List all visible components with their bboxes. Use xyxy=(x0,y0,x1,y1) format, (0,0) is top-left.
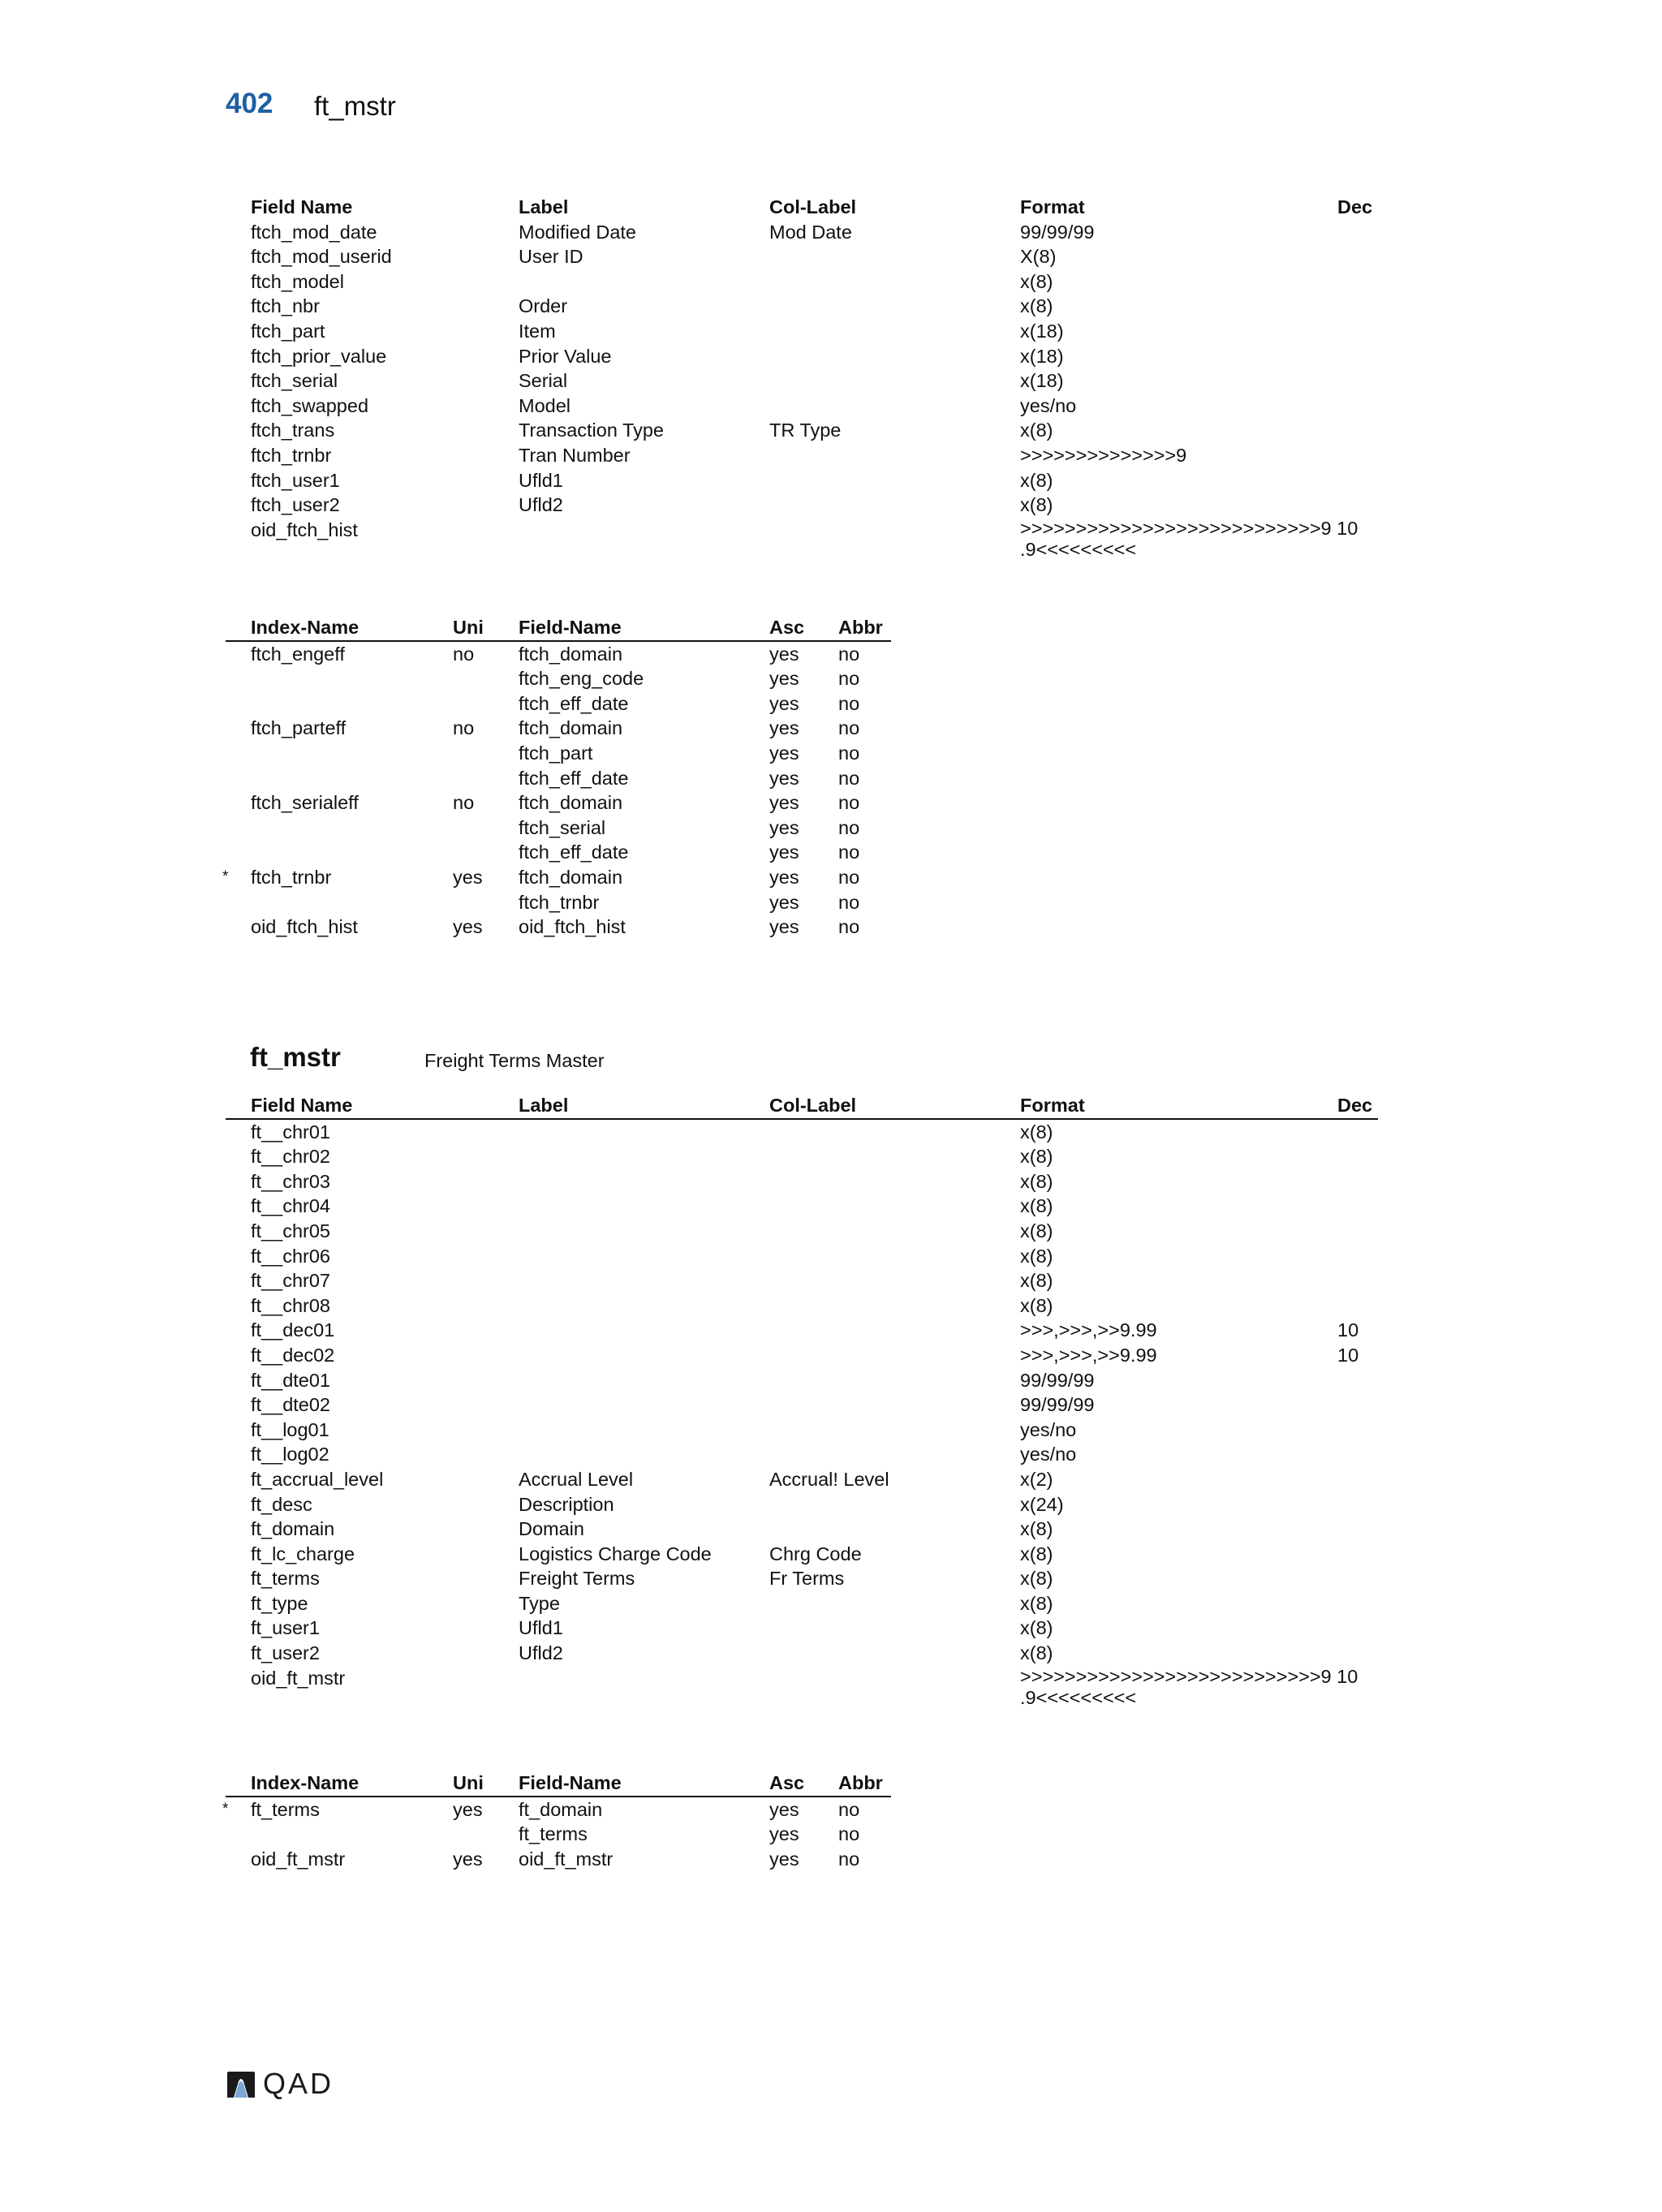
field-name: ft_domain xyxy=(251,1518,335,1540)
field-name: ft__chr03 xyxy=(251,1170,330,1192)
field-table-body xyxy=(226,220,1378,518)
index-abbr: no xyxy=(838,1848,860,1870)
field-format: 99/99/99 xyxy=(1020,1369,1095,1391)
index-field-name: ftch_domain xyxy=(519,643,623,665)
header-dec: Dec xyxy=(1337,1095,1373,1116)
index-asc: yes xyxy=(769,792,799,814)
index-unique: yes xyxy=(453,1798,483,1820)
field-format: x(18) xyxy=(1020,345,1064,367)
header-label: Label xyxy=(519,196,569,217)
qad-logo-text: QAD xyxy=(263,2067,334,2100)
table-row xyxy=(226,269,1378,295)
table-row xyxy=(226,443,1378,468)
section-title: ft_mstr xyxy=(250,1042,341,1072)
field-label: Transaction Type xyxy=(519,420,664,441)
table-row xyxy=(226,691,891,717)
field-table-header xyxy=(226,1093,1378,1120)
field-col-label: Accrual! Level xyxy=(769,1468,889,1490)
field-name: ftch_model xyxy=(251,270,344,292)
page-title: ft_mstr xyxy=(314,91,396,121)
index-asc: yes xyxy=(769,1848,799,1870)
table-row xyxy=(226,1293,1378,1319)
index-abbr: no xyxy=(838,816,860,838)
format-line-2: .9<<<<<<<<< xyxy=(1020,538,1137,560)
field-label: Order xyxy=(519,295,568,317)
field-format: X(8) xyxy=(1020,246,1057,268)
index-abbr: no xyxy=(838,916,860,938)
field-name: ftch_prior_value xyxy=(251,345,387,367)
field-label: Ufld2 xyxy=(519,1642,563,1664)
field-format xyxy=(1020,1666,1358,1708)
field-name: ft__chr04 xyxy=(251,1195,330,1217)
table-row xyxy=(226,1847,891,1872)
field-col-label: Chrg Code xyxy=(769,1543,862,1564)
index-table-body xyxy=(222,1797,891,1872)
index-abbr: no xyxy=(838,668,860,690)
field-name: ftch_trnbr xyxy=(251,444,332,466)
field-format: x(8) xyxy=(1020,1195,1053,1217)
format-line-1: >>>>>>>>>>>>>>>>>>>>>>>>>>>9 10 xyxy=(1020,517,1358,539)
index-field-name: oid_ftch_hist xyxy=(519,916,626,938)
table-row xyxy=(226,840,891,865)
field-format: >>>>>>>>>>>>>>9 xyxy=(1020,444,1187,466)
table-row xyxy=(226,1542,1378,1567)
field-format: x(8) xyxy=(1020,1642,1053,1664)
field-label: Description xyxy=(519,1493,614,1515)
index-asc: yes xyxy=(769,717,799,739)
table-row xyxy=(226,1219,1378,1244)
header-col-label: Col-Label xyxy=(769,196,857,217)
field-format: x(18) xyxy=(1020,320,1064,342)
index-asc: yes xyxy=(769,866,799,888)
index-abbr: no xyxy=(838,643,860,665)
index-field-name: ftch_part xyxy=(519,742,593,764)
index-asc: yes xyxy=(769,1798,799,1820)
table-row xyxy=(226,1318,1378,1343)
field-format: x(24) xyxy=(1020,1493,1064,1515)
field-name: ft__chr01 xyxy=(251,1121,330,1143)
field-label: Prior Value xyxy=(519,345,612,367)
field-format: x(8) xyxy=(1020,1543,1053,1564)
table-row xyxy=(226,220,1378,245)
index-asc: yes xyxy=(769,1823,799,1845)
field-name: ftch_user2 xyxy=(251,494,340,516)
field-format: yes/no xyxy=(1020,1418,1077,1440)
format-line-1: >>>>>>>>>>>>>>>>>>>>>>>>>>>9 10 xyxy=(1020,1665,1358,1687)
header-abbr: Abbr xyxy=(838,1772,883,1793)
table-row xyxy=(226,790,891,816)
field-name: ft_user1 xyxy=(251,1617,320,1639)
field-label: Model xyxy=(519,394,571,416)
field-format: >>>,>>>,>>9.99 xyxy=(1020,1344,1157,1366)
index-table-ft-mstr xyxy=(222,1771,891,1871)
field-name: ft__chr06 xyxy=(251,1245,330,1267)
table-row xyxy=(226,1144,1378,1169)
index-name: ftch_trnbr xyxy=(251,866,332,888)
table-row xyxy=(226,294,1378,319)
header-uni: Uni xyxy=(453,617,484,638)
index-table-ftch xyxy=(222,615,891,940)
header-dec: Dec xyxy=(1337,196,1373,217)
index-field-name: ftch_eff_date xyxy=(519,767,629,789)
index-unique: no xyxy=(453,717,475,739)
section-subtitle: Freight Terms Master xyxy=(424,1050,605,1071)
qad-logo-mark-icon xyxy=(226,2070,256,2099)
field-name: ft_accrual_level xyxy=(251,1468,384,1490)
table-row xyxy=(226,816,891,841)
index-field-name: ft_terms xyxy=(519,1823,588,1845)
index-unique: yes xyxy=(453,866,483,888)
field-label: Logistics Charge Code xyxy=(519,1543,712,1564)
field-col-label: TR Type xyxy=(769,420,842,441)
field-format: x(8) xyxy=(1020,1592,1053,1614)
index-abbr: no xyxy=(838,1798,860,1820)
field-label: Ufld1 xyxy=(519,469,563,491)
field-name: oid_ft_mstr xyxy=(251,1667,346,1689)
index-field-name: ftch_domain xyxy=(519,792,623,814)
index-asc: yes xyxy=(769,916,799,938)
index-field-name: ftch_serial xyxy=(519,816,606,838)
page-number: 402 xyxy=(226,88,273,119)
field-format: x(8) xyxy=(1020,1146,1053,1168)
field-label: Item xyxy=(519,320,556,342)
header-col-label: Col-Label xyxy=(769,1095,857,1116)
field-format: x(8) xyxy=(1020,469,1053,491)
index-asc: yes xyxy=(769,816,799,838)
field-name: ft__chr08 xyxy=(251,1294,330,1316)
index-abbr: no xyxy=(838,767,860,789)
field-label: Freight Terms xyxy=(519,1568,635,1590)
table-row xyxy=(226,914,891,940)
field-name: ft__log02 xyxy=(251,1444,329,1465)
field-format: x(8) xyxy=(1020,494,1053,516)
field-name: ft__dte01 xyxy=(251,1369,331,1391)
field-name: ft__dte02 xyxy=(251,1394,331,1416)
field-format: yes/no xyxy=(1020,1444,1077,1465)
table-row xyxy=(226,766,891,791)
field-name: ft_desc xyxy=(251,1493,312,1515)
field-name: ftch_trans xyxy=(251,420,335,441)
table-row xyxy=(226,1418,1378,1443)
index-unique: no xyxy=(453,792,475,814)
field-format: x(8) xyxy=(1020,420,1053,441)
qad-logo xyxy=(226,2067,334,2100)
field-name: ft_terms xyxy=(251,1568,320,1590)
index-table-body xyxy=(222,642,891,940)
index-asc: yes xyxy=(769,692,799,714)
primary-index-marker: * xyxy=(222,867,229,885)
field-format: x(2) xyxy=(1020,1468,1053,1490)
table-row xyxy=(226,1169,1378,1194)
field-format: x(8) xyxy=(1020,1568,1053,1590)
field-table-ftch xyxy=(226,195,1378,562)
table-row xyxy=(226,1392,1378,1418)
field-label: Modified Date xyxy=(519,221,636,243)
table-row xyxy=(226,1591,1378,1616)
table-row xyxy=(226,1641,1378,1666)
index-asc: yes xyxy=(769,841,799,863)
field-name: ft__chr05 xyxy=(251,1220,330,1242)
table-row xyxy=(226,741,891,766)
table-row xyxy=(226,890,891,915)
format-line-2: .9<<<<<<<<< xyxy=(1020,1686,1137,1708)
field-col-label: Mod Date xyxy=(769,221,852,243)
table-row xyxy=(226,1517,1378,1542)
index-abbr: no xyxy=(838,792,860,814)
field-name: ftch_part xyxy=(251,320,325,342)
field-format: 99/99/99 xyxy=(1020,221,1095,243)
field-name: ftch_swapped xyxy=(251,394,369,416)
header-field-name: Field-Name xyxy=(519,617,622,638)
index-name: ftch_parteff xyxy=(251,717,347,739)
index-field-name: ftch_trnbr xyxy=(519,891,600,913)
field-name: ftch_mod_userid xyxy=(251,246,392,268)
index-asc: yes xyxy=(769,891,799,913)
field-format: x(8) xyxy=(1020,270,1053,292)
index-name: oid_ft_mstr xyxy=(251,1848,346,1870)
field-name: oid_ftch_hist xyxy=(251,519,358,540)
index-asc: yes xyxy=(769,767,799,789)
index-abbr: no xyxy=(838,742,860,764)
index-name: oid_ftch_hist xyxy=(251,916,358,938)
field-name: ft__chr07 xyxy=(251,1270,330,1292)
index-field-name: ft_domain xyxy=(519,1798,603,1820)
field-label: Accrual Level xyxy=(519,1468,634,1490)
field-name: ft__dec02 xyxy=(251,1344,335,1366)
header-label: Label xyxy=(519,1095,569,1116)
table-row xyxy=(226,1467,1378,1492)
index-abbr: no xyxy=(838,841,860,863)
field-name: ftch_mod_date xyxy=(251,221,377,243)
field-format: 99/99/99 xyxy=(1020,1394,1095,1416)
table-row xyxy=(226,1368,1378,1393)
table-row xyxy=(226,244,1378,269)
index-abbr: no xyxy=(838,717,860,739)
index-asc: yes xyxy=(769,668,799,690)
field-label: Ufld1 xyxy=(519,1617,563,1639)
index-field-name: ftch_domain xyxy=(519,866,623,888)
field-table-body xyxy=(226,1120,1378,1666)
field-name: ft__dec01 xyxy=(251,1319,335,1341)
field-format: x(8) xyxy=(1020,1518,1053,1540)
header-format: Format xyxy=(1020,1095,1085,1116)
field-table-ft-mstr xyxy=(226,1093,1378,1711)
table-row xyxy=(226,716,891,741)
field-dec: 10 xyxy=(1337,1319,1359,1341)
header-field-name: Field Name xyxy=(251,1095,353,1116)
index-field-name: ftch_eff_date xyxy=(519,692,629,714)
header-uni: Uni xyxy=(453,1772,484,1793)
field-name: ftch_user1 xyxy=(251,469,340,491)
table-row xyxy=(226,1566,1378,1591)
table-row xyxy=(226,1442,1378,1467)
field-name: ft_lc_charge xyxy=(251,1543,355,1564)
index-name: ftch_engeff xyxy=(251,643,345,665)
table-row xyxy=(226,1120,1378,1145)
table-row xyxy=(222,1797,891,1823)
field-table-header xyxy=(226,195,1378,220)
index-name: ftch_serialeff xyxy=(251,792,359,814)
field-name: ftch_nbr xyxy=(251,295,320,317)
header-field-name: Field-Name xyxy=(519,1772,622,1793)
field-name: ft_type xyxy=(251,1592,308,1614)
field-format: x(8) xyxy=(1020,1220,1053,1242)
table-row xyxy=(226,1244,1378,1269)
table-row xyxy=(226,1616,1378,1641)
field-label: Ufld2 xyxy=(519,494,563,516)
header-index-name: Index-Name xyxy=(251,617,360,638)
field-format: x(18) xyxy=(1020,370,1064,392)
field-format: x(8) xyxy=(1020,1294,1053,1316)
field-col-label: Fr Terms xyxy=(769,1568,845,1590)
index-abbr: no xyxy=(838,692,860,714)
table-row xyxy=(226,319,1378,344)
index-unique: yes xyxy=(453,916,483,938)
header-asc: Asc xyxy=(769,617,805,638)
field-label: Tran Number xyxy=(519,444,631,466)
field-format xyxy=(1020,518,1358,560)
field-format: x(8) xyxy=(1020,1617,1053,1639)
primary-index-marker: * xyxy=(222,1800,229,1818)
index-asc: yes xyxy=(769,742,799,764)
field-name: ft__log01 xyxy=(251,1418,329,1440)
table-row xyxy=(226,368,1378,394)
field-format: x(8) xyxy=(1020,1121,1053,1143)
table-row xyxy=(226,1492,1378,1517)
table-row xyxy=(226,468,1378,493)
index-table-header xyxy=(226,615,891,642)
index-table-header xyxy=(226,1771,891,1797)
field-format: x(8) xyxy=(1020,295,1053,317)
table-row-oid xyxy=(226,1666,1378,1711)
index-unique: yes xyxy=(453,1848,483,1870)
index-field-name: ftch_eff_date xyxy=(519,841,629,863)
field-label: Type xyxy=(519,1592,560,1614)
table-row xyxy=(222,865,891,890)
table-row xyxy=(226,642,891,667)
header-index-name: Index-Name xyxy=(251,1772,360,1793)
header-field-name: Field Name xyxy=(251,196,353,217)
field-label: Domain xyxy=(519,1518,584,1540)
index-abbr: no xyxy=(838,866,860,888)
field-name: ftch_serial xyxy=(251,370,338,392)
header-abbr: Abbr xyxy=(838,617,883,638)
field-format: x(8) xyxy=(1020,1170,1053,1192)
field-format: x(8) xyxy=(1020,1245,1053,1267)
field-format: >>>,>>>,>>9.99 xyxy=(1020,1319,1157,1341)
field-format: yes/no xyxy=(1020,394,1077,416)
index-name: ft_terms xyxy=(251,1798,320,1820)
table-row xyxy=(226,1343,1378,1368)
table-row xyxy=(226,344,1378,369)
table-row xyxy=(226,394,1378,419)
index-field-name: oid_ft_mstr xyxy=(519,1848,614,1870)
field-label: User ID xyxy=(519,246,583,268)
header-asc: Asc xyxy=(769,1772,805,1793)
table-row xyxy=(226,418,1378,443)
table-row xyxy=(226,1194,1378,1219)
index-field-name: ftch_domain xyxy=(519,717,623,739)
index-abbr: no xyxy=(838,1823,860,1845)
field-format: x(8) xyxy=(1020,1270,1053,1292)
table-row xyxy=(226,1822,891,1847)
index-unique: no xyxy=(453,643,475,665)
header-format: Format xyxy=(1020,196,1085,217)
field-name: ft_user2 xyxy=(251,1642,320,1664)
table-row-oid xyxy=(226,518,1378,562)
index-field-name: ftch_eng_code xyxy=(519,668,644,690)
field-name: ft__chr02 xyxy=(251,1146,330,1168)
index-asc: yes xyxy=(769,643,799,665)
table-row xyxy=(226,493,1378,518)
field-dec: 10 xyxy=(1337,1344,1359,1366)
table-row xyxy=(226,1268,1378,1293)
index-abbr: no xyxy=(838,891,860,913)
table-row xyxy=(226,666,891,691)
field-label: Serial xyxy=(519,370,568,392)
